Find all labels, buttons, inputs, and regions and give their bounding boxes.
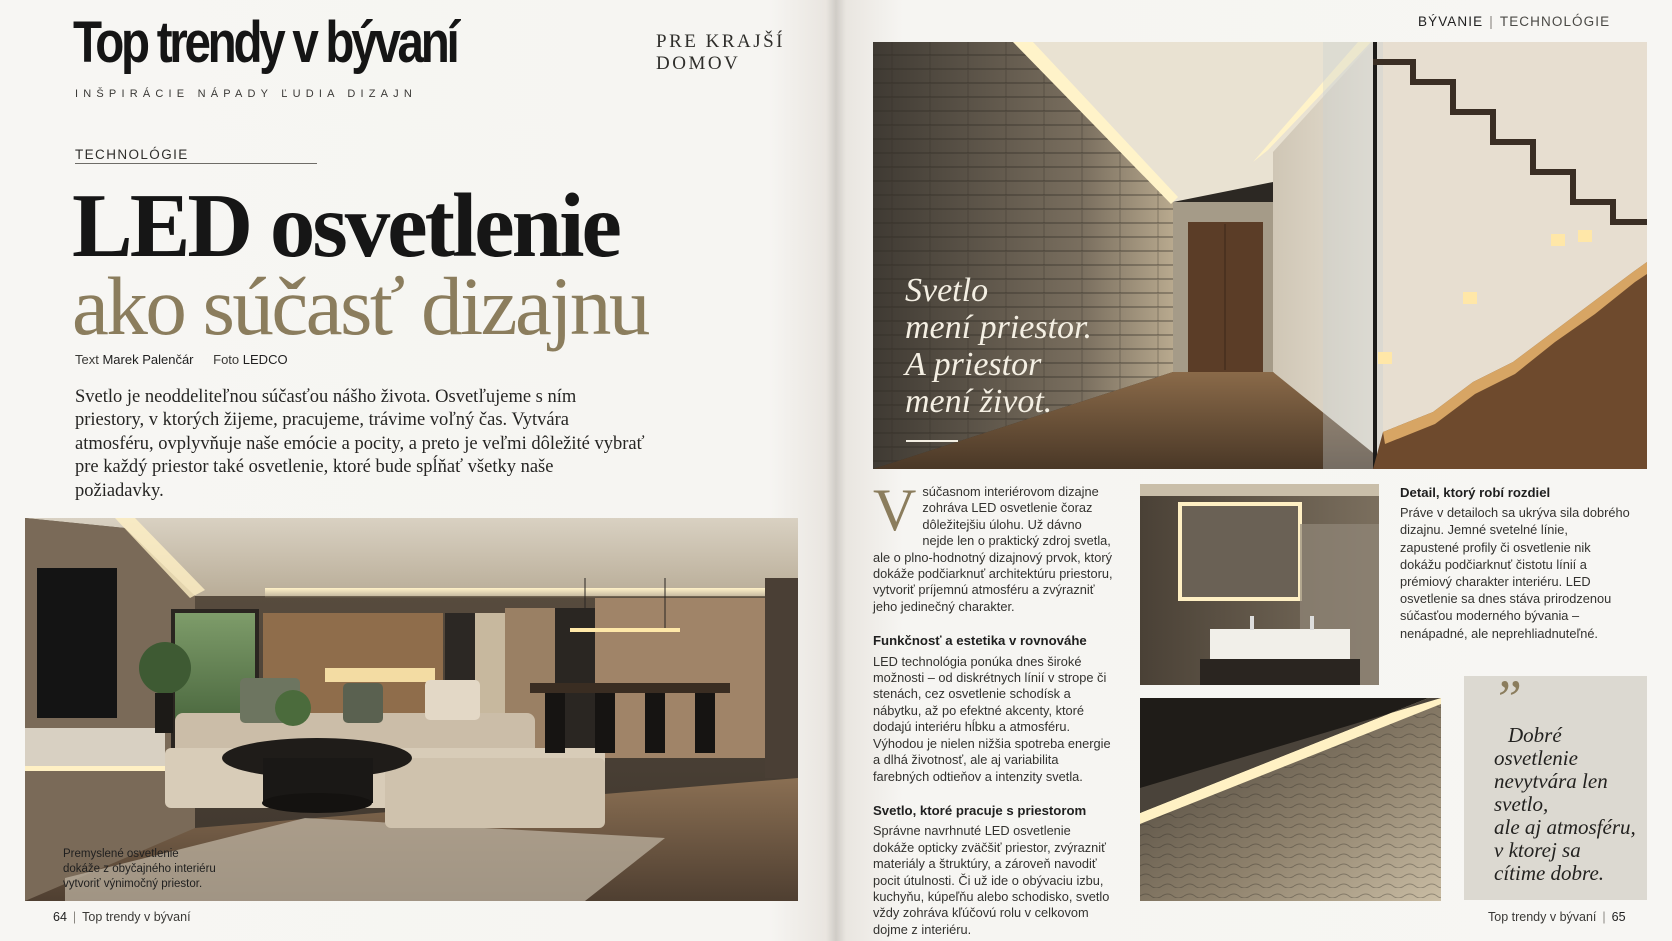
pull-quote-line: cítime dobre. <box>1494 861 1605 885</box>
section-divider <box>75 163 317 164</box>
pull-quote-line: Dobré <box>1508 723 1562 747</box>
running-head: BÝVANIE | TECHNOLÓGIE <box>1418 14 1611 29</box>
article-credits <box>75 352 288 367</box>
magazine-title: Top trendy v bývaní <box>73 10 457 75</box>
pull-quote-line: nevytvára len <box>1494 769 1608 793</box>
dropcap: V <box>873 477 917 543</box>
subhead-1: Funkčnosť a estetika v rovnováhe <box>873 633 1087 649</box>
intro-text: súčasnom interiérovom dizajne zohráva LED osvetlenie čoraz dôležitejšiu úlohu. Už dávno nejde len o praktický zdroj svetla, ale o plno-hodnotný dizajnový prvok, ktorý dokáže podčiarknuť architektúru priestoru, vytvoriť príjemnú atmosféru a zvýrazniť jeho jedinečný charakter. <box>873 484 1113 614</box>
caption-line: Premyslené osvetlenie <box>63 848 179 860</box>
hero-quote-line: Svetlo <box>905 272 989 309</box>
living-room-photo <box>25 518 798 901</box>
lead-paragraph: Svetlo je neoddeliteľnou súčasťou nášho života. Osvetľujeme s ním priestory, v ktorých žijeme, pracujeme, trávime voľný čas. Vytvára atmosféru, ovplyvňuje naše emócie a pocity, a preto je veľmi dôležité vybrať pre každý priestor také osvetlenie, ktoré bude spĺňať všetky naše požiadavky. <box>75 387 645 501</box>
pull-quote-line: osvetlenie <box>1494 746 1578 770</box>
running-head-section: BÝVANIE <box>1418 14 1484 29</box>
photo-caption <box>63 847 263 892</box>
slogan-line: DOMOV <box>656 53 741 74</box>
credit-author: Marek Palenčár <box>102 352 194 367</box>
caption-line: vytvoriť výnimočný priestor. <box>63 878 203 890</box>
hero-quote-line: mení život. <box>905 383 1053 420</box>
detail-subhead: Detail, ktorý robí rozdiel <box>1400 485 1551 500</box>
section-label: TECHNOLÓGIE <box>75 147 189 162</box>
running-head-subsection: TECHNOLÓGIE <box>1499 14 1611 29</box>
spine-shadow <box>826 0 846 941</box>
hero-quote-rule <box>906 440 958 442</box>
magazine-slogan <box>656 31 806 75</box>
hero-quote-line: A priestor <box>905 346 1042 383</box>
body-paragraph-2: Správne navrhnuté LED osvetlenie dokáže opticky zväčšiť priestor, zvýrazniť materiály a štruktúry, a zároveň navodiť pocit útulnosti. Či už ide o obývaciu izbu, kuchyňu, kúpeľňu alebo schodisko, svetlo vždy zohráva kľúčovú rolu v celkovom dojme z interiéru. <box>873 823 1110 937</box>
detail-paragraph: Práve v detailoch sa ukrýva sila dobrého dizajnu. Jemné svetelné línie, zapustené profily či osvetlenie nik dokážu podčiarknuť čistotu línií a prémiový charakter interiéru. LED osvetlenie sa dnes stáva prirodzenou súčasťou moderného bývania – nenápadné, ale neprehliadnuteľné. <box>1400 505 1630 641</box>
article-headline <box>72 175 648 352</box>
intro-paragraph <box>873 477 1113 615</box>
caption-line: dokáže z obyčajného interiéru <box>63 863 216 875</box>
quote-mark-icon: ” <box>1492 669 1523 729</box>
bathroom-photo <box>1140 484 1379 685</box>
headline-line-1: LED osvetlenie <box>72 175 619 276</box>
right-folio: Top trendy v bývaní | 65 <box>1488 910 1626 924</box>
page-number: 64 <box>53 910 67 924</box>
slogan-line: PRE KRAJŠÍ <box>656 31 785 52</box>
headline-line-2: ako súčasť dizajnu <box>72 260 648 352</box>
credit-photo: LEDCO <box>242 352 288 367</box>
footer-title: Top trendy v bývaní <box>82 910 191 924</box>
pull-quote-line: v ktorej sa <box>1494 838 1581 862</box>
detail-sidebar <box>1400 484 1630 642</box>
left-folio: 64 | Top trendy v bývaní <box>53 910 191 924</box>
hero-quote-line: mení priestor. <box>905 309 1092 346</box>
pull-quote-box <box>1464 669 1647 900</box>
page-number: 65 <box>1611 910 1626 924</box>
body-paragraph-1: LED technológia ponúka dnes široké možnosti – od diskrétnych línií v strope či stenách, cez osvetlenie schodísk a nábytku, až po efektné akcenty, ktoré dodajú interiéru hĺbku a atmosféru. Výhodou je nielen nižšia spotreba energie a dlhá životnosť, ale aj variabilita farebných odtieňov a intenzity svetla. <box>873 653 1111 784</box>
pull-quote <box>1494 724 1636 885</box>
textured-wall-photo <box>1140 698 1441 901</box>
footer-title: Top trendy v bývaní <box>1488 910 1597 924</box>
credit-photo-label: Foto <box>213 352 240 367</box>
hero-quote <box>905 272 1092 420</box>
pull-quote-line: svetlo, <box>1494 792 1549 816</box>
pull-quote-line: ale aj atmosféru, <box>1494 815 1636 839</box>
subhead-2: Svetlo, ktoré pracuje s priestorom <box>873 802 1087 818</box>
article-body <box>873 477 1113 938</box>
magazine-tagline: INŠPIRÁCIE NÁPADY ĽUDIA DIZAJN <box>75 88 418 100</box>
credit-text-label: Text <box>75 352 99 367</box>
